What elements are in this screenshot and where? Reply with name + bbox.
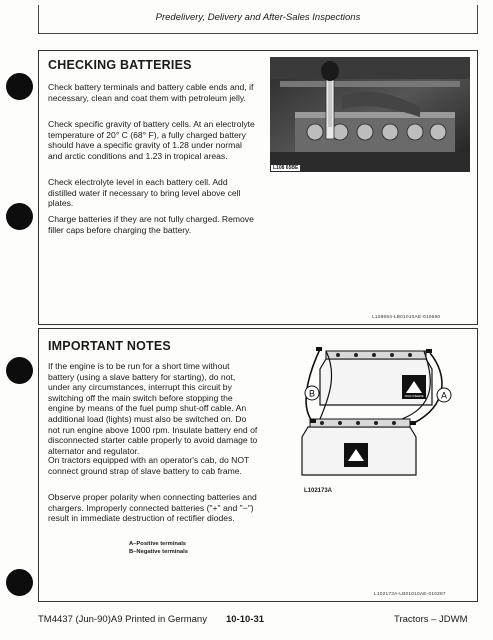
hydrometer-photo xyxy=(270,57,470,172)
upper-brand-text: JOHN DEERE xyxy=(404,394,424,398)
important-notes-title: IMPORTANT NOTES xyxy=(48,339,171,353)
legend-negative: B–Negative terminals xyxy=(129,549,188,555)
tractor-battery xyxy=(302,419,416,475)
binder-hole-3 xyxy=(6,357,33,384)
section-ref-code-2: L102173A-LB01010AE-010287 xyxy=(374,592,446,597)
running-header: Predelivery, Delivery and After-Sales Inspections xyxy=(155,12,361,23)
binder-hole-1 xyxy=(6,73,33,100)
battery-connection-diagram xyxy=(298,345,458,485)
binder-hole-2 xyxy=(6,203,33,230)
footer-manual-title: Tractors – JDWM xyxy=(394,614,468,625)
slave-battery xyxy=(320,351,432,405)
callout-a: A xyxy=(440,390,448,401)
paragraph-specific-gravity: Check specific gravity of battery cells. At an electrolyte temperature of 20° C (68° F), a fully charged battery should have a specific gravity of 1.28 under normal and arctic conditions and 1.23 in tropical areas. xyxy=(48,119,255,161)
footer-page-number xyxy=(226,614,264,625)
checking-batteries-title: CHECKING BATTERIES xyxy=(48,58,192,72)
paragraph-electrolyte-level: Check electrolyte level in each battery cell. Add distilled water if necessary to bring level above cell plates. xyxy=(48,177,241,209)
paragraph-charge: Charge batteries if they are not fully charged. Remove filler caps before charging the battery. xyxy=(48,214,254,235)
paragraph-slave-battery: If the engine is to be run for a short time without battery (using a slave battery for starting), do not, under any circumstances, interrupt this circuit by switching off the main switch before stopping the engine by means of the fuel pump shut-off cable. An additional load (lights) must also be switched on. Do not run engine above 1000 rpm. Insulate battery end of disconnected starter cable properly to avoid damage to alternator and regulator. xyxy=(48,361,258,456)
callout-b: B xyxy=(308,388,316,399)
photo-code: L108 65BE xyxy=(273,165,299,171)
section-ref-code-1: L108654-LB01010AE-010690 xyxy=(372,315,441,320)
paragraph-polarity: Observe proper polarity when connecting batteries and chargers. Improperly connected batteries ("+" and "−") result in immediate destruction of rectifier diodes. xyxy=(48,492,257,524)
footer-publication: TM4437 (Jun-90)A9 Printed in Germany xyxy=(38,614,207,625)
paragraph-terminals: Check battery terminals and battery cable ends and, if necessary, clean and coat them with petroleum jelly. xyxy=(48,82,254,103)
paragraph-operator-cab: On tractors equipped with an operator's cab, do NOT connect ground strap of slave battery to cab frame. xyxy=(48,455,250,476)
legend-positive: A–Positive terminals xyxy=(129,541,187,547)
page-number: 10-10-31 xyxy=(226,614,265,625)
binder-hole-4 xyxy=(6,569,33,596)
figure-code: L102173A xyxy=(304,488,333,494)
